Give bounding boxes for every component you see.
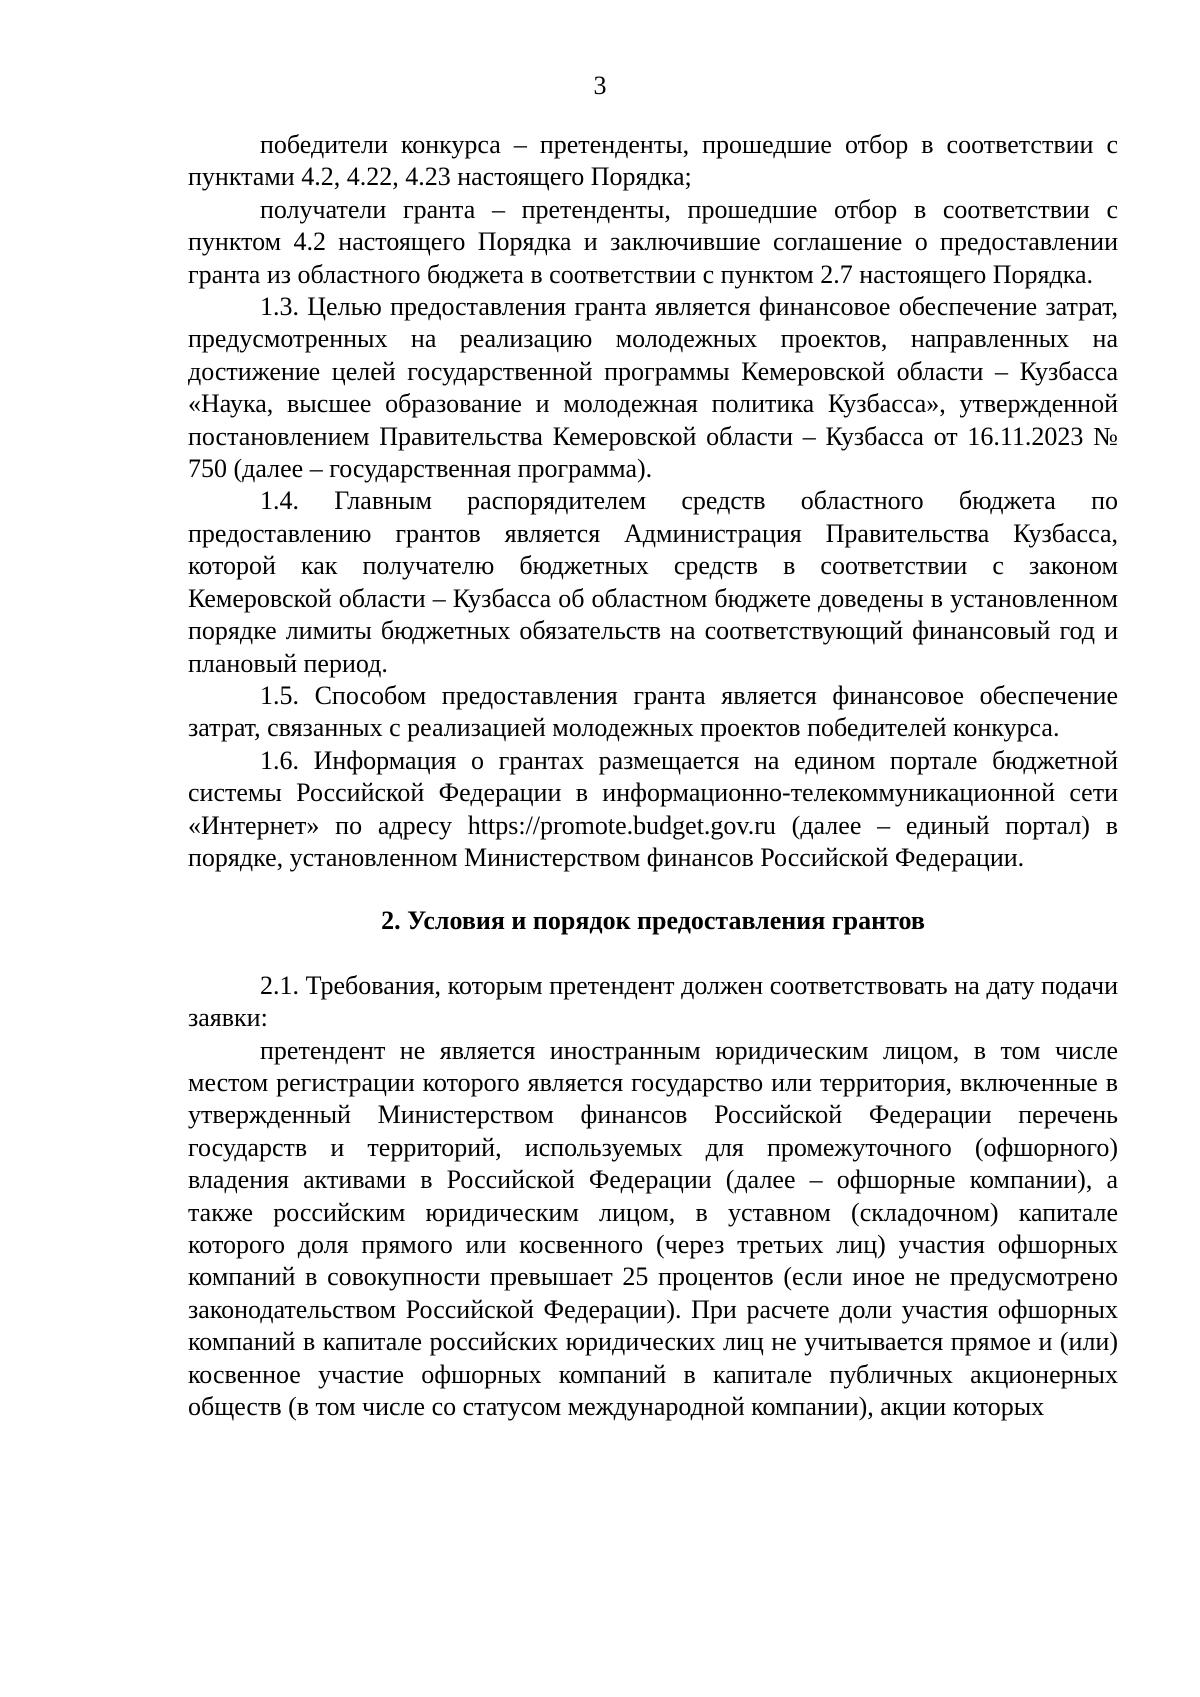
paragraph-1-3: 1.3. Целью предоставления гранта является финансовое обеспечение затрат, предусмотренных на реализацию молодежных проектов, направленных на достижение целей государственной программы Кемеровской области – Кузбасса «Наука, высшее образование и молодежная политика Кузбасса», утвержденной постановлением Правительства Кемеровской области – Кузбасса от 16.11.2023 № 750 (далее – государственная программа). — [188, 292, 1118, 484]
section-heading: 2. Условия и порядок предоставления грантов — [381, 906, 925, 936]
paragraph-1-4: 1.4. Главным распорядителем средств областного бюджета по предоставлению грантов является Администрация Правительства Кузбасса, которой как получателю бюджетных средств в соответствии с законом Кемеровской области – Кузбасса об областном бюджете доведены в установленном порядке лимиты бюджетных обязательств на соответствующий финансовый год и плановый период. — [188, 486, 1118, 678]
paragraph-2-1: 2.1. Требования, которым претендент должен соответствовать на дату подачи заявки: — [188, 970, 1118, 1033]
paragraph-1-5: 1.5. Способом предоставления гранта является финансовое обеспечение затрат, связанных с реализацией молодежных проектов победителей конкурса. — [188, 680, 1118, 743]
document-body — [188, 129, 1118, 1423]
paragraph-1-6: 1.6. Информация о грантах размещается на едином портале бюджетной системы Российской Федерации в информационно-телекоммуникационной сети «Интернет» по адресу https://promote.budget.gov.ru (далее – единый портал) в порядке, установленном Министерством финансов Российской Федерации. — [188, 745, 1118, 872]
page-number: 3 — [593, 71, 607, 100]
paragraph-recipients-definition: получатели гранта – претенденты, прошедшие отбор в соответствии с пунктом 4.2 настоящего Порядка и заключившие соглашение о предоставлении гранта из областного бюджета в соответствии с пунктом 2.7 настоящего Порядка. — [188, 194, 1118, 289]
paragraph-offshore-requirement: претендент не является иностранным юридическим лицом, в том числе местом регистрации которого является государство или территория, включенные в утвержденный Министерством финансов Российской Федерации перечень государств и территорий, используемых для промежуточного (офшорного) владения активами в Российской Федерации (далее – офшорные компании), а также российским юридическим лицом, в уставном (складочном) капитале которого доля прямого или косвенного (через третьих лиц) участия офшорных компаний в совокупности превышает 25 процентов (если иное не предусмотрено законодательством Российской Федерации). При расчете доли участия офшорных компаний в капитале российских юридических лиц не учитывается прямое и (или) косвенное участие офшорных компаний в капитале публичных акционерных обществ (в том числе со статусом международной компании), акции которых — [188, 1035, 1118, 1422]
paragraph-winners-definition: победители конкурса – претенденты, прошедшие отбор в соответствии с пунктами 4.2, 4.22, 4.23 настоящего Порядка; — [188, 130, 1118, 192]
